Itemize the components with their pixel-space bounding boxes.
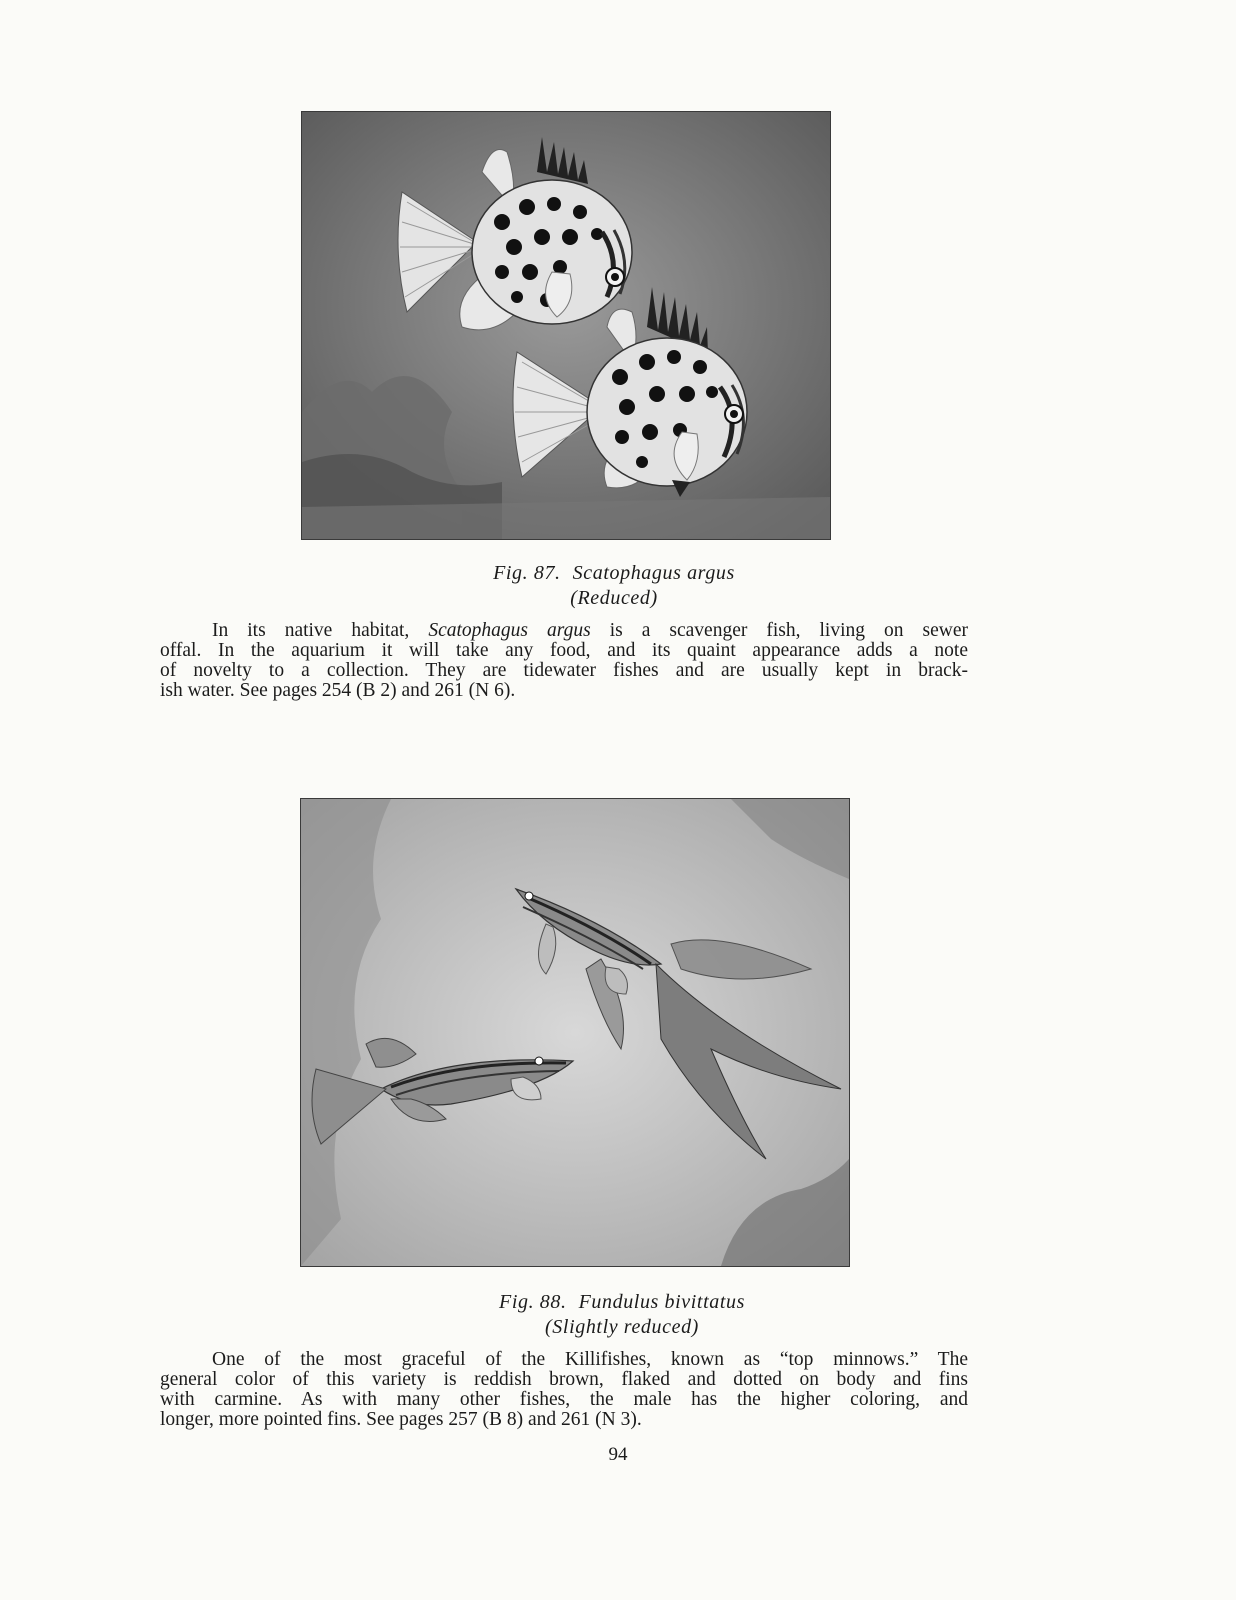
- paragraph-line: of novelty to a collection. They are tidewater fishes and are usually kept in brack-: [160, 660, 968, 681]
- scatophagus-illustration: [302, 112, 830, 539]
- figure-88-number: Fig. 88.: [499, 1291, 567, 1313]
- figure-88-image: [300, 798, 850, 1267]
- figure-88-caption: [4, 1290, 1236, 1340]
- paragraph-line: general color of this variety is reddish brown, flaked and dotted on body and fins: [160, 1369, 968, 1390]
- species-name-italic: Scatophagus argus: [428, 620, 591, 641]
- figure-87-number: Fig. 87.: [493, 562, 561, 584]
- paragraph-line: [160, 621, 968, 641]
- figure-87-species: Scatophagus argus: [572, 562, 735, 584]
- paragraph-line: longer, more pointed fins. See pages 257 (B 8) and 261 (N 3).: [160, 1409, 642, 1430]
- paragraph-scatophagus: [160, 621, 968, 701]
- fundulus-illustration: [301, 799, 849, 1266]
- figure-88-note: (Slightly reduced): [545, 1316, 699, 1338]
- text-run: In its native habitat,: [212, 620, 429, 641]
- paragraph-fundulus: [160, 1350, 968, 1430]
- figure-88-species: Fundulus bivittatus: [578, 1291, 745, 1313]
- paragraph-line: ish water. See pages 254 (B 2) and 261 (N 6).: [160, 680, 516, 701]
- figure-87-note: (Reduced): [570, 587, 658, 609]
- page-number: 94: [608, 1444, 628, 1465]
- paragraph-line: offal. In the aquarium it will take any food, and its quaint appearance adds a note: [160, 640, 968, 661]
- figure-87-image: [301, 111, 831, 540]
- paragraph-line: One of the most graceful of the Killifishes, known as “top minnows.” The: [212, 1349, 968, 1370]
- figure-87-caption: [0, 561, 1232, 611]
- text-run: is a scavenger fish, living on sewer: [590, 620, 969, 641]
- paragraph-line: with carmine. As with many other fishes, the male has the higher coloring, and: [160, 1389, 968, 1410]
